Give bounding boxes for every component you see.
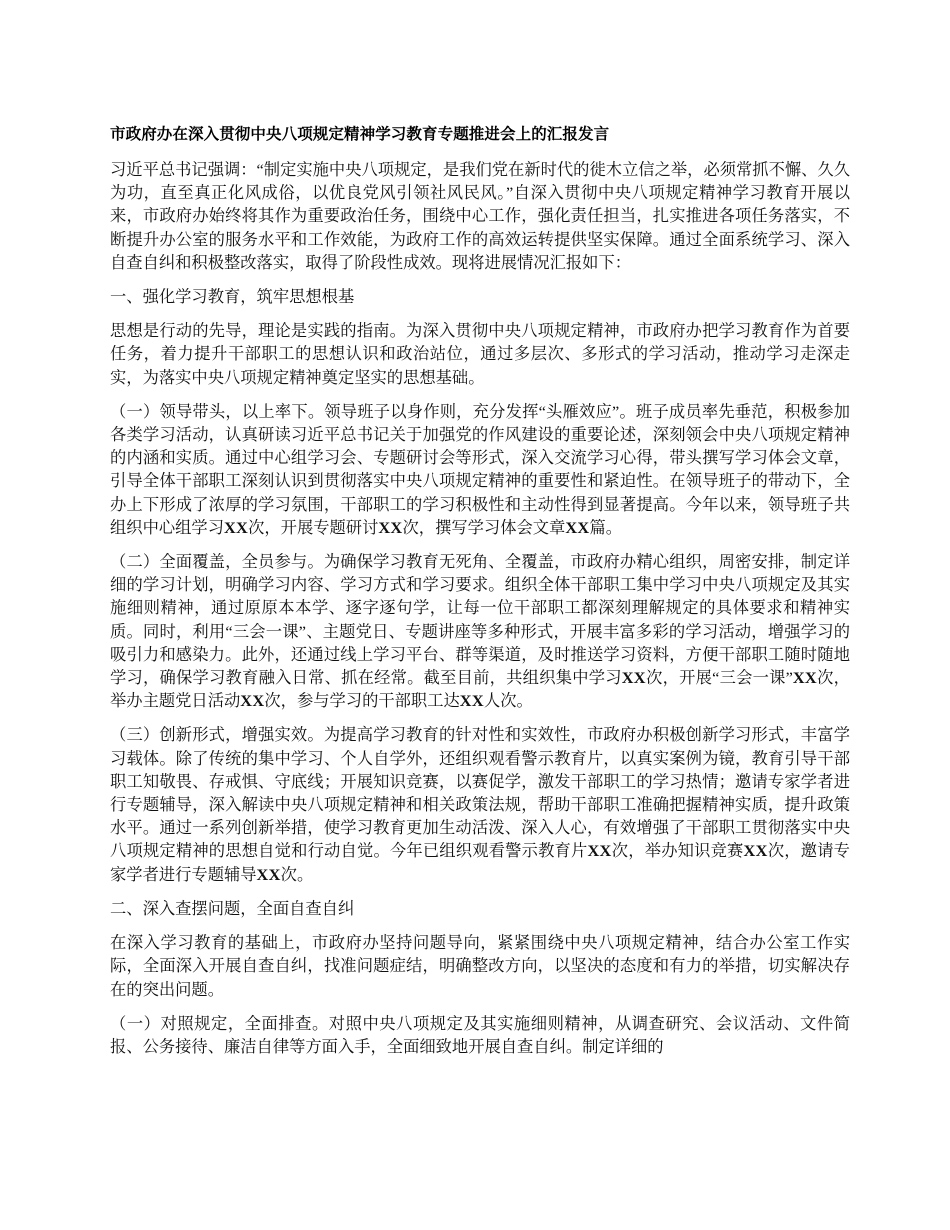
number-placeholder: XX bbox=[587, 841, 612, 861]
number-placeholder: XX bbox=[743, 841, 768, 861]
number-placeholder: XX bbox=[256, 864, 281, 884]
paragraph-section1-lead: 思想是行动的先导，理论是实践的指南。为深入贯彻中央八项规定精神，市政府办把学习教育作为首要任务，着力提升干部职工的思想认识和政治站位，通过多层次、多形式的学习活动，推动学习走深走实，为落实中央八项规定精神奠定坚实的思想基础。 bbox=[110, 321, 850, 387]
paragraph-intro: 习近平总书记强调：“制定实施中央八项规定，是我们党在新时代的徙木立信之举，必须常抓不懈、久久为功，直至真正化风成俗，以优良党风引领社风民风。”自深入贯彻中央八项规定精神学习教育开展以来，市政府办始终将其作为重要政治任务，围绕中心工作，强化责任担当，扎实推进各项任务落实，不断提升办公室的服务水平和工作效能，为政府工作的高效运转提供坚实保障。通过全面系统学习、深入自查自纠和积极整改落实，取得了阶段性成效。现将进展情况汇报如下： bbox=[110, 160, 850, 272]
paragraph-section2-lead: 在深入学习教育的基础上，市政府办坚持问题导向，紧紧围绕中央八项规定精神，结合办公室工作实际，全面深入开展自查自纠，找准问题症结，明确整改方向，以坚决的态度和有力的举措，切实解决存在的突出问题。 bbox=[110, 933, 850, 999]
number-placeholder: XX bbox=[240, 691, 265, 711]
number-placeholder: XX bbox=[378, 517, 403, 537]
paragraph-section1-item3: （三）创新形式，增强实效。为提高学习教育的针对性和实效性，市政府办积极创新学习形式，丰富学习载体。除了传统的集中学习、个人自学外，还组织观看警示教育片，以真实案例为镜，教育引导干部职工知敬畏、存戒惧、守底线；开展知识竞赛，以赛促学，激发干部职工的学习热情；邀请专家学者进行专题辅导，深入解读中央八项规定精神和相关政策法规，帮助干部职工准确把握精神实质，提升政策水平。通过一系列创新举措，使学习教育更加生动活泼、深入人心，有效增强了干部职工贯彻落实中央八项规定精神的思想自觉和行动自觉。今年已组织观看警示教育片XX次，举办知识竞赛XX次，邀请专家学者进行专题辅导XX次。 bbox=[110, 725, 850, 884]
number-placeholder: XX bbox=[565, 517, 590, 537]
document-body bbox=[110, 124, 850, 1069]
number-placeholder: XX bbox=[223, 517, 249, 537]
paragraph-section2-item1: （一）对照规定，全面排查。对照中央八项规定及其实施细则精神，从调查研究、会议活动、文件简报、公务接待、廉洁自律等方面入手，全面细致地开展自查自纠。制定详细的 bbox=[110, 1013, 850, 1056]
number-placeholder: XX bbox=[792, 668, 817, 688]
number-placeholder: XX bbox=[621, 668, 646, 688]
section-heading-2: 二、深入查摆问题，全面自查自纠 bbox=[110, 898, 355, 918]
section-heading-1: 一、强化学习教育，筑牢思想根基 bbox=[110, 287, 355, 307]
paragraph-section1-item1: （一）领导带头，以上率下。领导班子以身作则，充分发挥“头雁效应”。班子成员率先垂范，积极参加各类学习活动，认真研读习近平总书记关于加强党的作风建设的重要论述，深刻领会中央八项规定精神的内涵和实质。通过中心组学习会、专题研讨会等形式，深入交流学习心得，带头撰写学习体会文章，引导全体干部职工深刻认识到贯彻落实中央八项规定精神的重要性和紧迫性。在领导班子的带动下，全办上下形成了浓厚的学习氛围，干部职工的学习积极性和主动性得到显著提高。今年以来，领导班子共组织中心组学习XX次，开展专题研讨XX次，撰写学习体会文章XX篇。 bbox=[110, 401, 850, 537]
paragraph-section1-item2: （二）全面覆盖，全员参与。为确保学习教育无死角、全覆盖，市政府办精心组织，周密安排，制定详细的学习计划，明确学习内容、学习方式和学习要求。组织全体干部职工集中学习中央八项规定及其实施细则精神，通过原原本本学、逐字逐句学，让每一位干部职工都深刻理解规定的具体要求和精神实质。同时，利用“三会一课”、主题党日、专题讲座等多种形式，开展丰富多彩的学习活动，增强学习的吸引力和感染力。此外，还通过线上学习平台、群等渠道，及时推送学习资料，方便干部职工随时随地学习，确保学习教育融入日常、抓在经常。截至目前，共组织集中学习XX次，开展“三会一课”XX次，举办主题党日活动XX次，参与学习的干部职工达XX人次。 bbox=[110, 552, 850, 711]
page-title: 市政府办在深入贯彻中央八项规定精神学习教育专题推进会上的汇报发言 bbox=[110, 126, 610, 143]
number-placeholder: XX bbox=[459, 691, 484, 711]
